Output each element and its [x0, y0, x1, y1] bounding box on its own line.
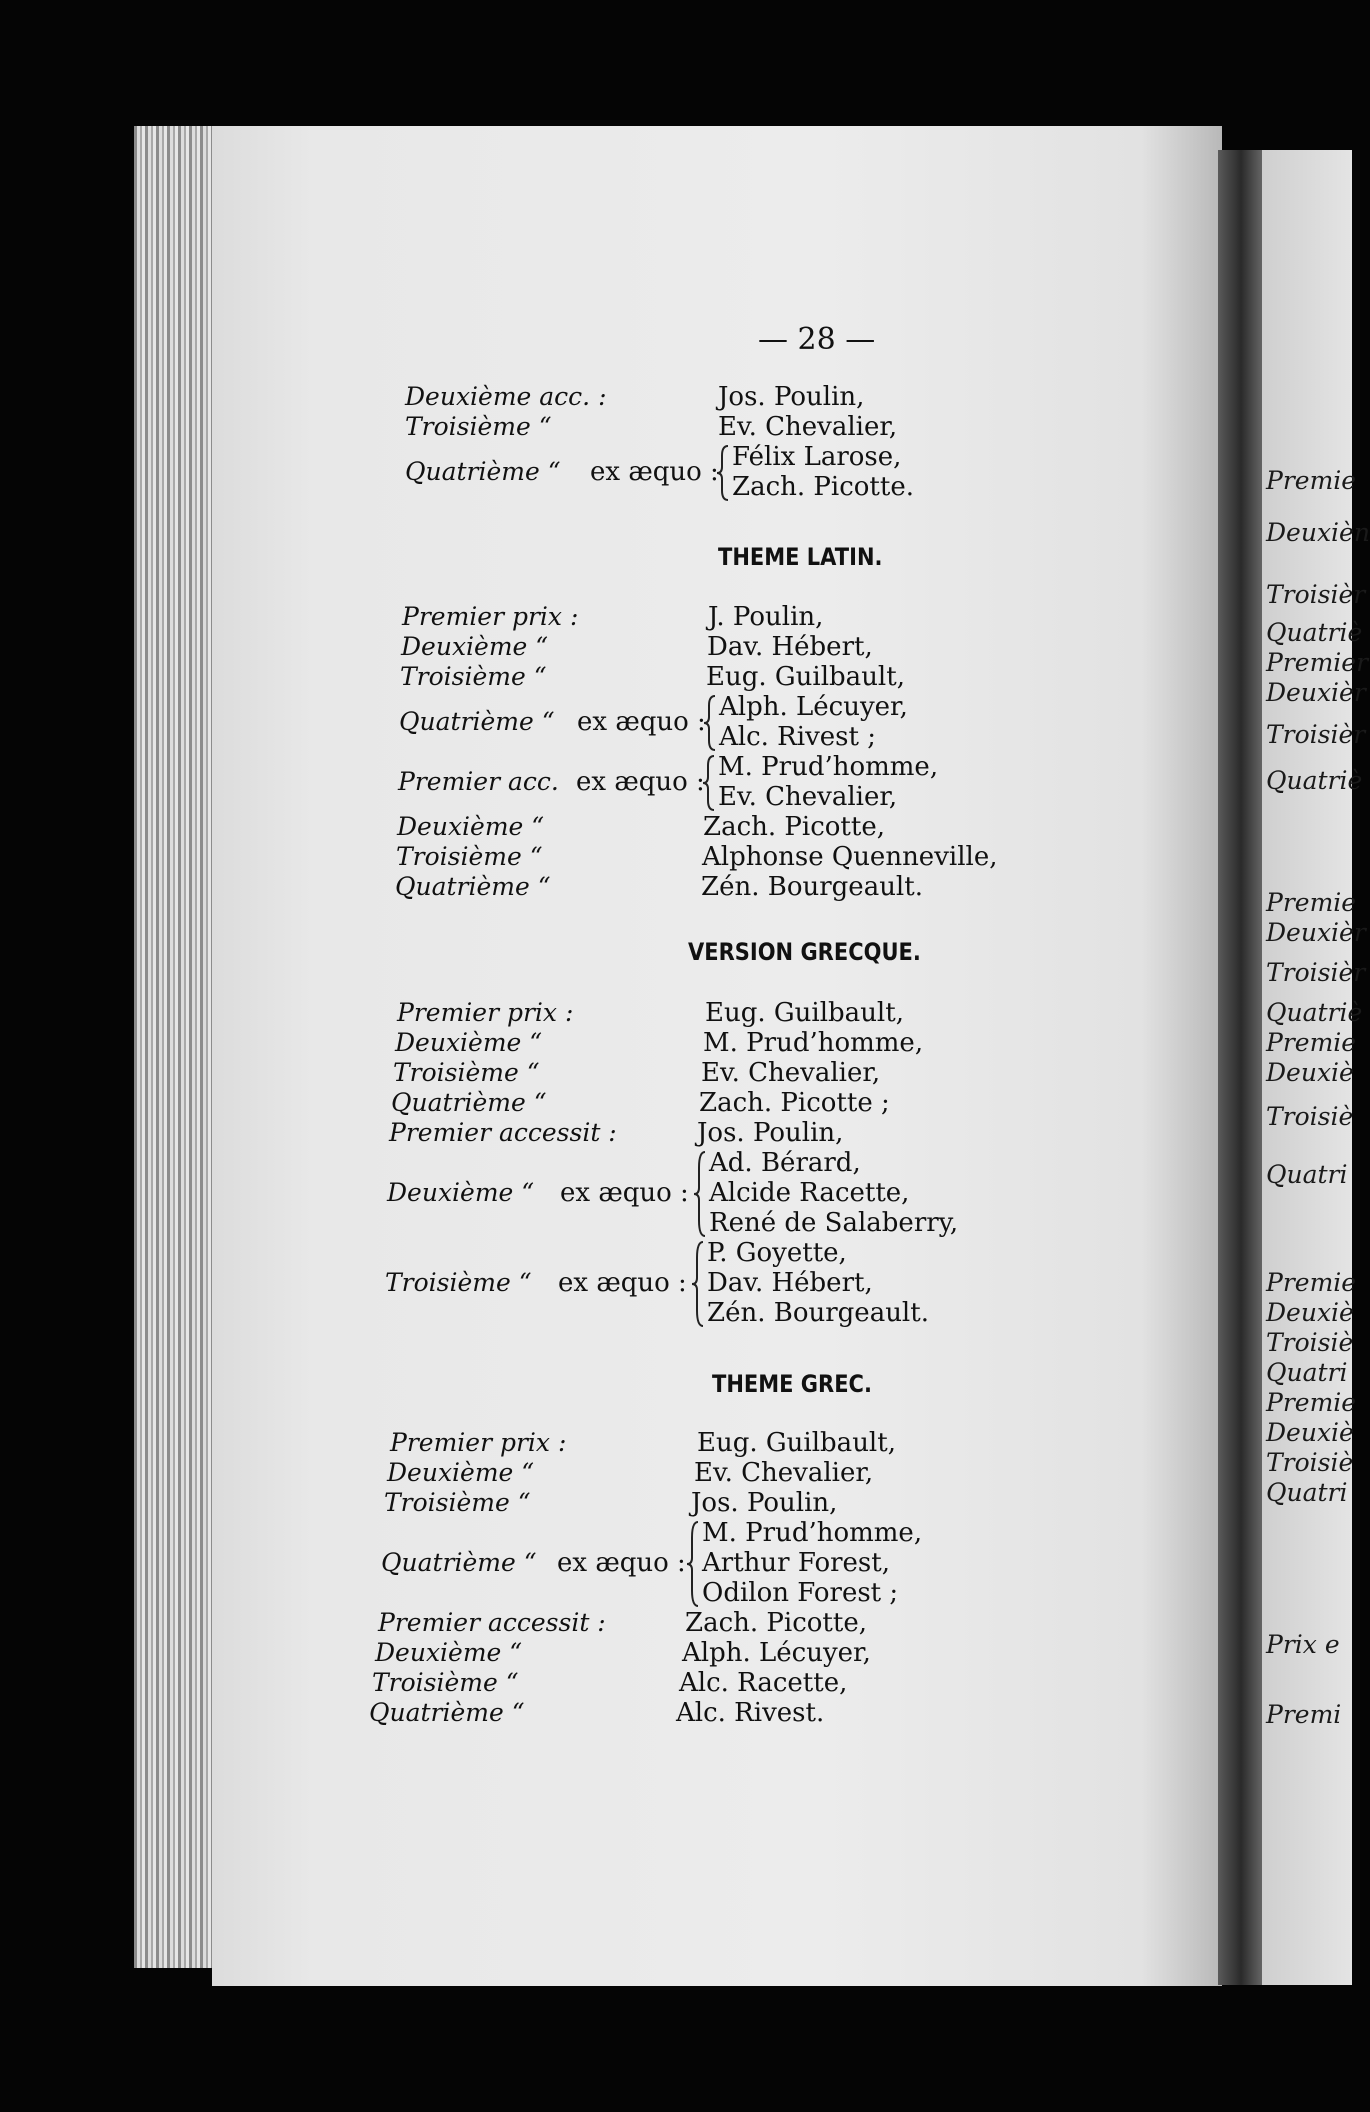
section0-row-label: Deuxième acc. : — [405, 382, 607, 411]
next-page-fragment: Quatri — [1266, 1358, 1348, 1387]
section3-name: Jos. Poulin, — [691, 1488, 838, 1518]
section3-name: Zach. Picotte, — [685, 1608, 867, 1638]
section1-name: J. Poulin, — [708, 602, 824, 632]
section1-name: Zach. Picotte, — [703, 812, 885, 842]
section1-name: Zén. Bourgeault. — [701, 872, 923, 902]
section0-ex-aequo: ex æquo : — [590, 457, 719, 487]
section1-heading: THEME LATIN. — [718, 543, 883, 571]
section2-name: Ev. Chevalier, — [701, 1058, 881, 1088]
section3-name: Ev. Chevalier, — [694, 1458, 874, 1488]
section3-ex-aequo: ex æquo : — [557, 1548, 686, 1578]
section0-row-label: Troisième “ — [405, 412, 552, 441]
section3-row-label: Deuxième “ — [387, 1458, 535, 1487]
section2-row-label: Troisième “ — [393, 1058, 540, 1087]
next-page-fragment: Deuxiè — [1266, 1298, 1354, 1327]
section2-row-label: Premier prix : — [397, 998, 574, 1027]
section2-name: M. Prud’homme, — [703, 1028, 924, 1058]
next-page-fragment: Troisièr — [1266, 580, 1366, 609]
section2-row-label: Quatrième “ — [391, 1088, 547, 1117]
section1-row-label: Quatrième “ — [399, 707, 555, 736]
next-page-fragment: Troisiè — [1266, 1448, 1354, 1477]
section1-name: Alphonse Quenneville, — [702, 842, 998, 872]
section1-name: M. Prud’homme, — [718, 752, 939, 782]
next-page-fragment: Quatriè — [1266, 998, 1363, 1027]
section2-name: René de Salaberry, — [709, 1208, 959, 1238]
section3-row-label: Premier prix : — [390, 1428, 567, 1457]
next-page-fragment: Quatri — [1266, 1478, 1348, 1507]
section3-row-label: Quatrième “ — [381, 1548, 537, 1577]
section2-name: Jos. Poulin, — [697, 1118, 844, 1148]
book-gutter — [1218, 150, 1264, 1985]
next-page-fragment: Troisièr — [1266, 958, 1366, 987]
section2-name: Ad. Bérard, — [709, 1148, 861, 1178]
next-page-fragment: Quatri — [1266, 1160, 1348, 1189]
next-page-fragment: Deuxièr — [1266, 918, 1366, 947]
section1-ex-aequo: ex æquo : — [577, 707, 706, 737]
section0-name: Jos. Poulin, — [718, 382, 865, 412]
section1-row-label: Quatrième “ — [395, 872, 551, 901]
section1-name: Dav. Hébert, — [707, 632, 873, 662]
section3-row-label: Quatrième “ — [369, 1698, 525, 1727]
section0-row-label: Quatrième “ — [405, 457, 561, 486]
section1-name: Alc. Rivest ; — [719, 722, 876, 752]
section2-name: Zén. Bourgeault. — [707, 1298, 929, 1328]
section1-row-label: Troisième “ — [400, 662, 547, 691]
section3-name: Arthur Forest, — [702, 1548, 890, 1578]
section0-name: Ev. Chevalier, — [718, 412, 898, 442]
next-page-fragment: Premier — [1266, 648, 1369, 677]
section2-row-label: Deuxième “ — [387, 1178, 535, 1207]
section1-name: Eug. Guilbault, — [706, 662, 905, 692]
section1-row-label: Deuxième “ — [401, 632, 549, 661]
section1-name: Ev. Chevalier, — [718, 782, 898, 812]
section3-row-label: Troisième “ — [372, 1668, 519, 1697]
section2-name: Dav. Hébert, — [707, 1268, 873, 1298]
section3-name: Alc. Rivest. — [676, 1698, 825, 1728]
section1-name: Alph. Lécuyer, — [719, 692, 908, 722]
section3-row-label: Deuxième “ — [375, 1638, 523, 1667]
next-page-margin — [1262, 150, 1370, 1985]
page-number: — 28 — — [758, 322, 876, 357]
next-page-fragment: Premi — [1266, 1700, 1342, 1729]
section3-name: Alc. Racette, — [679, 1668, 848, 1698]
section3-heading: THEME GREC. — [712, 1370, 872, 1398]
next-page-fragment: Premie — [1266, 1028, 1357, 1057]
section3-row-label: Premier accessit : — [378, 1608, 606, 1637]
section2-name: Zach. Picotte ; — [699, 1088, 890, 1118]
section2-ex-aequo: ex æquo : — [560, 1178, 689, 1208]
section0-name: Zach. Picotte. — [732, 472, 914, 502]
section2-row-label: Premier accessit : — [389, 1118, 617, 1147]
next-page-fragment: Premie — [1266, 888, 1357, 917]
section3-name: Alph. Lécuyer, — [682, 1638, 871, 1668]
section2-name: Eug. Guilbault, — [705, 998, 904, 1028]
section3-name: M. Prud’homme, — [702, 1518, 923, 1548]
next-page-fragment: Deuxièr — [1266, 678, 1366, 707]
section2-name: P. Goyette, — [707, 1238, 847, 1268]
section2-heading: VERSION GRECQUE. — [688, 938, 921, 966]
section2-row-label: Troisième “ — [385, 1268, 532, 1297]
next-page-fragment: Premie — [1266, 1268, 1357, 1297]
brace — [686, 1520, 700, 1608]
section1-ex-aequo: ex æquo : — [576, 767, 705, 797]
section1-row-label: Premier prix : — [402, 602, 579, 631]
section3-name: Eug. Guilbault, — [697, 1428, 896, 1458]
next-page-fragment: Quatriè — [1266, 618, 1363, 647]
next-page-fragment: Deuxièn — [1266, 518, 1370, 547]
section3-name: Odilon Forest ; — [702, 1578, 899, 1608]
section1-row-label: Deuxième “ — [397, 812, 545, 841]
section2-row-label: Deuxième “ — [395, 1028, 543, 1057]
next-page-fragment: Deuxiè — [1266, 1418, 1354, 1447]
section1-row-label: Premier acc. — [398, 767, 559, 796]
brace — [691, 1240, 705, 1328]
section0-name: Félix Larose, — [732, 442, 902, 472]
next-page-fragment: Deuxiè — [1266, 1058, 1354, 1087]
brace — [716, 444, 730, 502]
section3-row-label: Troisième “ — [384, 1488, 531, 1517]
next-page-fragment: Quatriè — [1266, 766, 1363, 795]
brace — [703, 694, 717, 752]
next-page-fragment: Troisiè — [1266, 1102, 1354, 1131]
section1-row-label: Troisième “ — [396, 842, 543, 871]
next-page-fragment: Troisièr — [1266, 720, 1366, 749]
page-edges — [134, 126, 224, 1968]
section2-name: Alcide Racette, — [709, 1178, 910, 1208]
brace — [693, 1150, 707, 1238]
next-page-fragment: Prix e — [1266, 1630, 1340, 1659]
next-page-fragment: Troisiè — [1266, 1328, 1354, 1357]
section2-ex-aequo: ex æquo : — [558, 1268, 687, 1298]
brace — [702, 754, 716, 812]
next-page-fragment: Premie — [1266, 1388, 1357, 1417]
next-page-fragment: Premie — [1266, 466, 1357, 495]
